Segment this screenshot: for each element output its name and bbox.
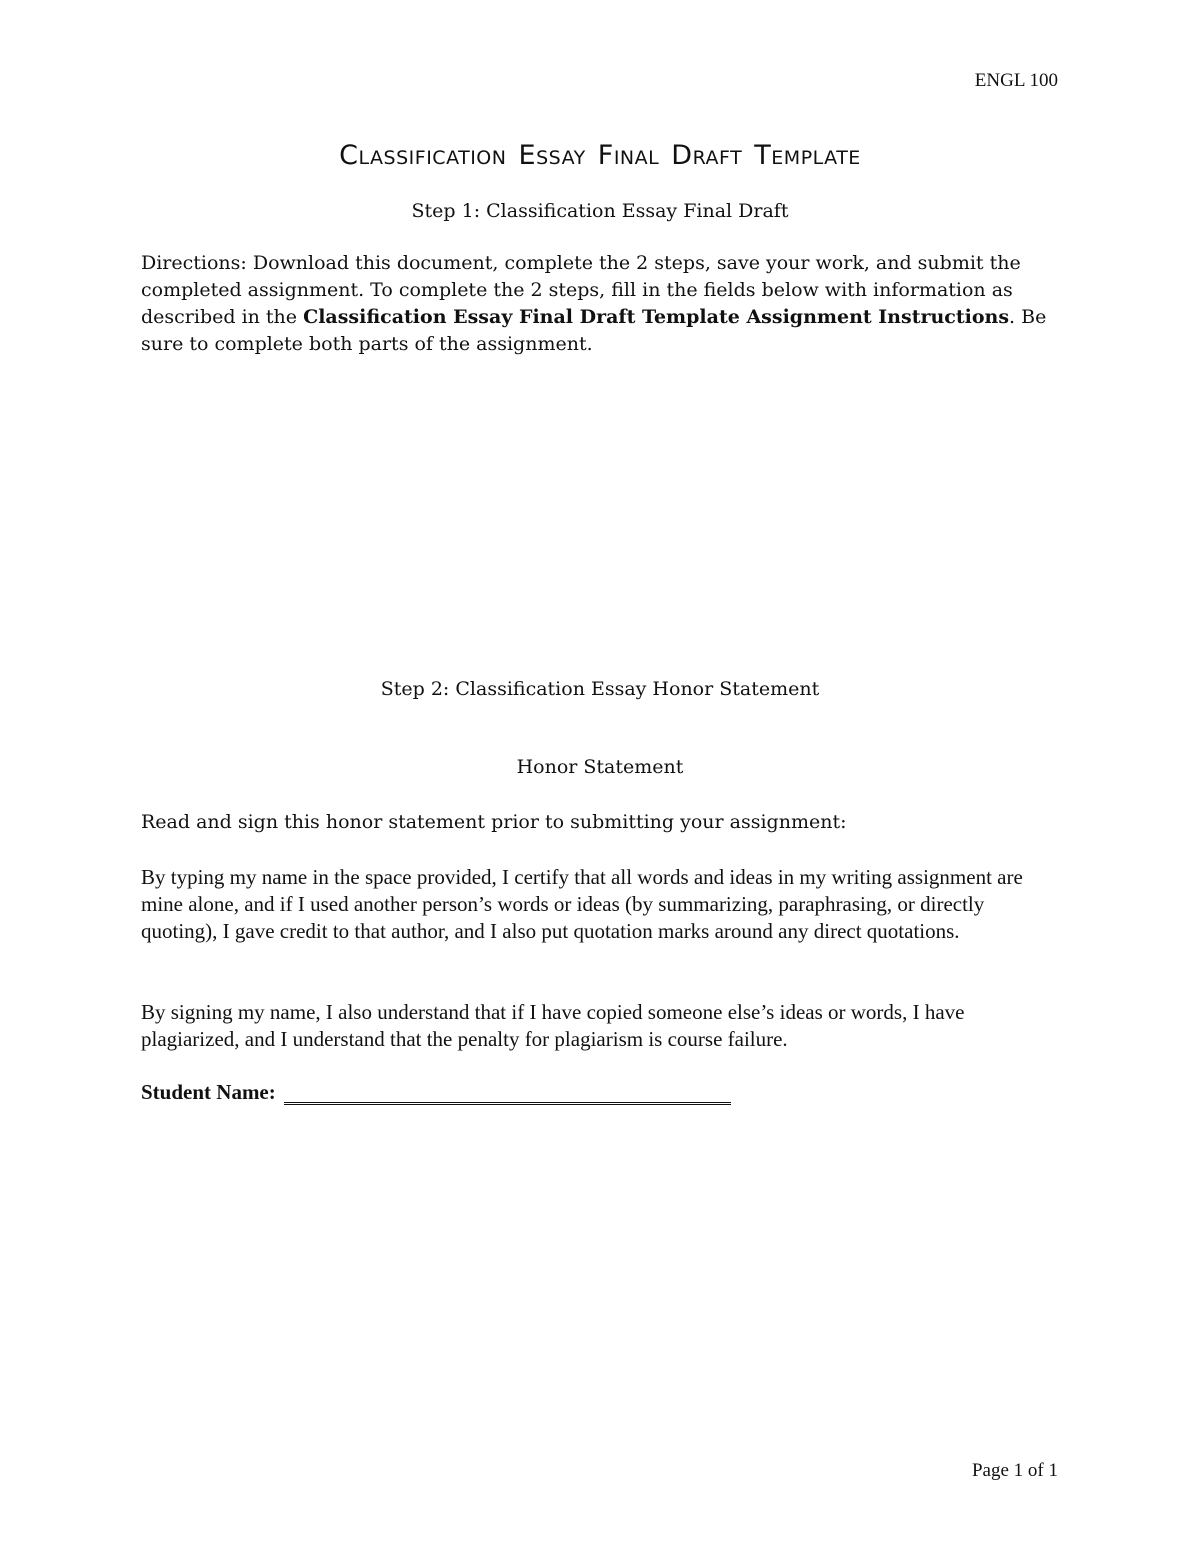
- honor-statement-heading: Honor Statement: [516, 756, 684, 778]
- instructions-reference: Classification Essay Final Draft Template Assignment Instructions: [303, 306, 1010, 328]
- page-number: Page 1 of 1: [971, 1460, 1058, 1481]
- student-name-field[interactable]: [284, 1082, 731, 1105]
- course-code: ENGL 100: [974, 70, 1058, 91]
- certify-paragraph: By typing my name in the space provided, I certify that all words and ideas in my writing assignment are mine alone, and if I used another person’s words or ideas (by summarizing, paraphrasing, or directly quoting), I gave credit to that author, and I also put quotation marks around any direct quotations.: [141, 865, 1023, 943]
- directions-outro: . Be sure to complete both parts of the assignment.: [141, 306, 1047, 355]
- signing-paragraph: By signing my name, I also understand that if I have copied someone else’s ideas or words, I have plagiarized, and I understand that the penalty for plagiarism is course failure.: [141, 1000, 965, 1051]
- directions-intro: Directions: Download this document, complete the 2 steps, save your work, and submit the completed assignment. To complete the 2 steps, fill in the fields below with information as described in the: [141, 252, 1021, 328]
- read-sign-instruction: Read and sign this honor statement prior to submitting your assignment:: [141, 811, 847, 833]
- student-name-label: Student Name:: [141, 1080, 276, 1104]
- directions-paragraph: [141, 250, 1061, 358]
- step1-heading: Step 1: Classification Essay Final Draft: [411, 200, 789, 222]
- document-title: Classification Essay Final Draft Template: [339, 140, 861, 171]
- student-name-row: [141, 1080, 731, 1105]
- step2-heading: Step 2: Classification Essay Honor Statement: [380, 678, 820, 700]
